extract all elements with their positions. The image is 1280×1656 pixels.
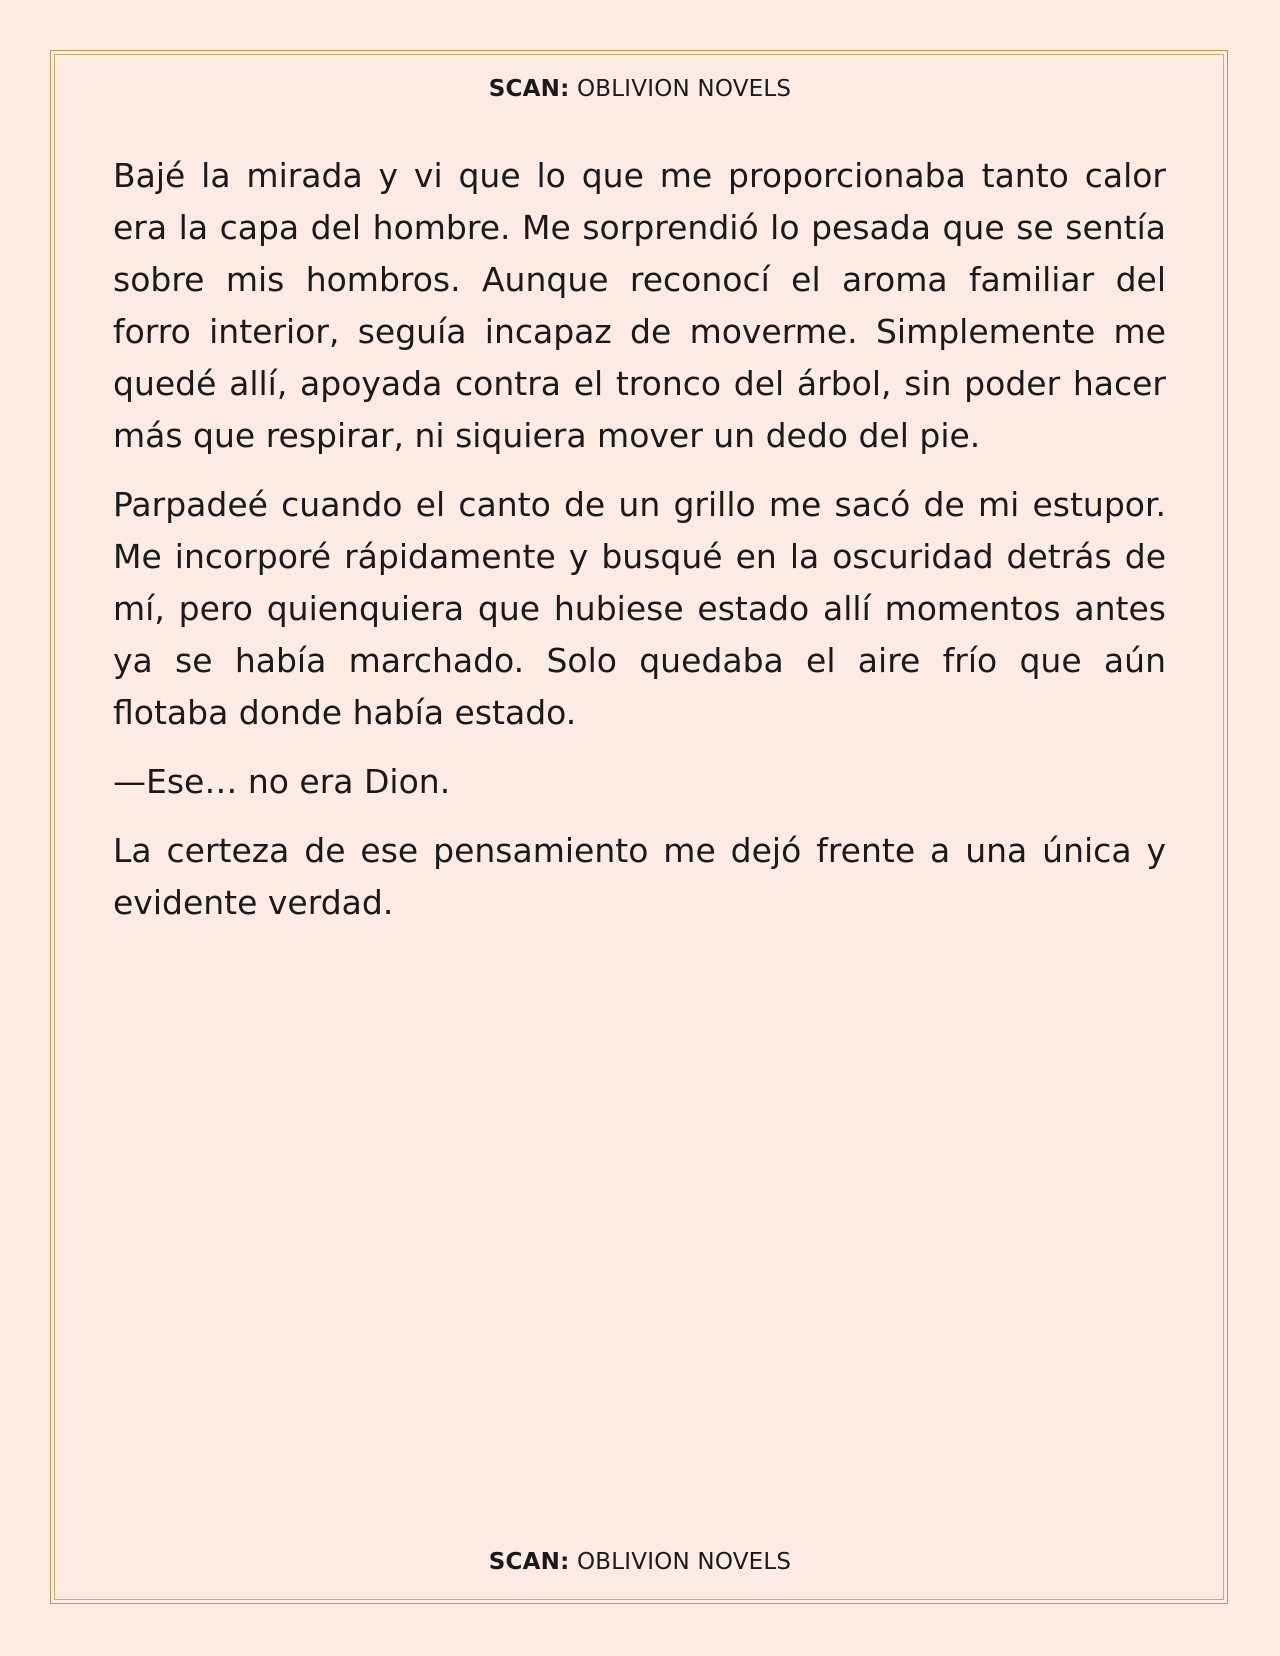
- footer-scan-label: SCAN:: [488, 1549, 570, 1575]
- header-scan-text: OBLIVION NOVELS: [577, 76, 792, 102]
- footer-scan-text: OBLIVION NOVELS: [577, 1549, 792, 1575]
- paragraph: —Ese… no era Dion.: [113, 762, 451, 801]
- header-scan-label: SCAN:: [488, 76, 570, 102]
- page-header: [0, 76, 1280, 102]
- page-body: [113, 150, 1166, 946]
- page-footer: [0, 1549, 1280, 1575]
- paragraph: La certeza de ese pensamiento me dejó frente a una única y evidente verdad.: [113, 831, 1166, 922]
- paragraph: Parpadeé cuando el canto de un grillo me sacó de mi estupor. Me incorporé rápidamente y busqué en la oscuridad detrás de mí, pero quienquiera que hubiese estado allí momentos antes ya se había marchado. Solo quedaba el aire frío que aún flotaba donde había estado.: [113, 485, 1166, 732]
- paragraph: Bajé la mirada y vi que lo que me proporcionaba tanto calor era la capa del hombre. Me sorprendió lo pesada que se sentía sobre mis hombros. Aunque reconocí el aroma familiar del forro interior, seguía incapaz de moverme. Simplemente me quedé allí, apoyada contra el tronco del árbol, sin poder hacer más que respirar, ni siquiera mover un dedo del pie.: [113, 156, 1166, 455]
